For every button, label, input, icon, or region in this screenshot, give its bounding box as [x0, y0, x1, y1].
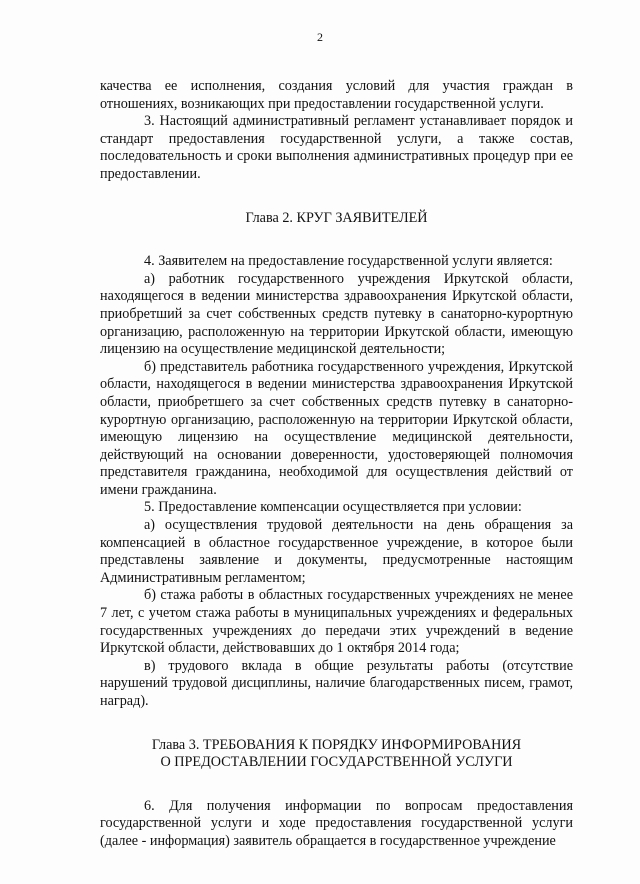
chapter-3-heading-line2: О ПРЕДОСТАВЛЕНИИ ГОСУДАРСТВЕННОЙ УСЛУГИ — [160, 754, 513, 771]
chapter-2-heading: Глава 2. КРУГ ЗАЯВИТЕЛЕЙ — [245, 209, 428, 226]
paragraph-5: 5. Предоставление компенсации осуществляется при условии: — [144, 499, 522, 516]
paragraph-4a: а) работник государственного учреждения Иркутской области, находящегося в ведении министерства здравоохранения Иркутской области, приобретший за счет собственных средств путевку в санаторно-курортную организацию, расположенную на территории Иркутской области, имеющую лицензию на осуществление медицинской деятельности; — [100, 270, 573, 358]
paragraph-4b: б) представитель работника государственного учреждения, Иркутской области, находящегося в ведении министерства здравоохранения Иркутской области, приобретшего за счет собственных средств путевку в санаторно-курортную организацию, расположенную на территории Иркутской области, имеющую лицензию на осуществление медицинской деятельности, действующий на основании доверенности, удостоверяющей полномочия представителя гражданина, необходимой для осуществления действий от имени гражданина. — [100, 358, 573, 498]
paragraph-5b: б) стажа работы в областных государственных учреждениях не менее 7 лет, с учетом стажа работы в муниципальных учреждениях и федеральных государственных учреждениях до передачи этих учреждений в ведение Иркутской области, действовавших до 1 октября 2014 года; — [100, 587, 573, 657]
paragraph-continuation: качества ее исполнения, создания условий для участия граждан в отношениях, возникающих при предоставлении государственной услуги. — [100, 78, 573, 112]
paragraph-4: 4. Заявителем на предоставление государственной услуги является: — [144, 253, 553, 270]
page-number: 2 — [317, 30, 323, 44]
paragraph-3: 3. Настоящий административный регламент устанавливает порядок и стандарт предоставления государственной услуги, а также состав, последовательность и сроки выполнения административных процедур при ее предоставлении. — [100, 113, 573, 182]
paragraph-6: 6. Для получения информации по вопросам предоставления государственной услуги и ходе предоставления государственной услуги (далее - информация) заявитель обращается в государственное учреждение — [100, 797, 573, 849]
chapter-3-heading-line1: Глава 3. ТРЕБОВАНИЯ К ПОРЯДКУ ИНФОРМИРОВАНИЯ — [151, 736, 522, 753]
document-body — [100, 78, 573, 851]
chapter-3-heading — [100, 737, 573, 772]
paragraph-5c: в) трудового вклада в общие результаты работы (отсутствие нарушений трудовой дисциплины, наличие благодарственных писем, грамот, наград). — [100, 657, 573, 709]
paragraph-5a: а) осуществления трудовой деятельности на день обращения за компенсацией в областное государственное учреждение, в которое были представлены заявление и документы, предусмотренные настоящим Административным регламентом; — [100, 517, 573, 586]
